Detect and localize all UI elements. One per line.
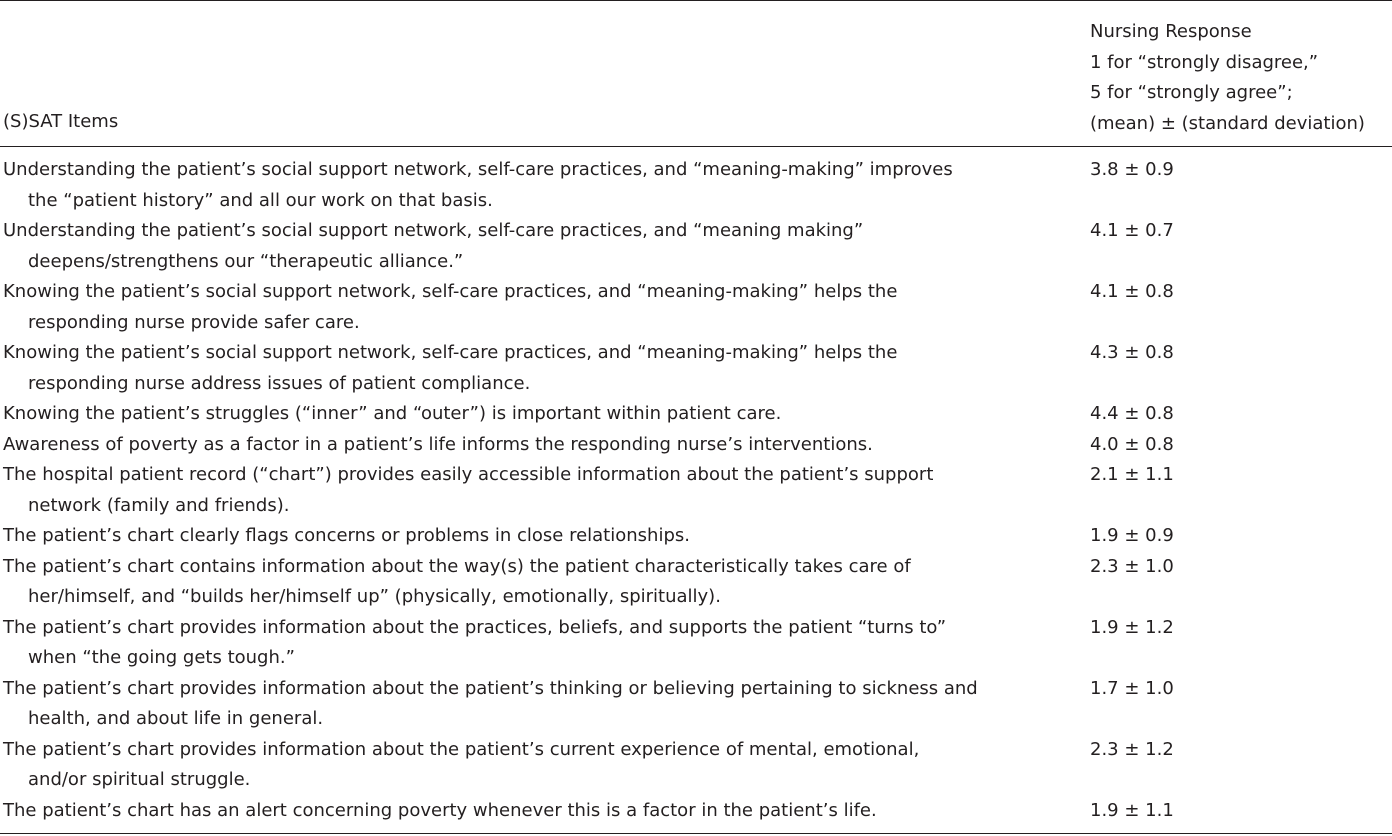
response-header-line: Nursing Response — [1090, 21, 1252, 42]
table-row — [0, 552, 1392, 613]
table-row — [0, 399, 1392, 430]
table-row — [0, 216, 1392, 277]
item-text: Understanding the patient’s social support network, self-care practices, and “meaning making” deepens/strengthens our “therapeutic alliance.” — [3, 220, 864, 272]
response-value: 1.9 ± 1.2 — [1090, 616, 1174, 638]
response-value: 2.3 ± 1.0 — [1090, 555, 1174, 577]
response-value: 4.1 ± 0.8 — [1090, 281, 1174, 302]
response-header-line: 1 for “strongly disagree,” — [1090, 51, 1319, 73]
item-text: Knowing the patient’s social support network, self-care practices, and “meaning-making” helps the responding nurse provide safer care. — [3, 281, 898, 333]
response-header-line: (mean) ± (standard deviation) — [1090, 112, 1365, 134]
response-value: 1.7 ± 1.0 — [1090, 677, 1174, 699]
item-text: Understanding the patient’s social support network, self-care practices, and “meaning-making” improves the “patient history” and all our work on that basis. — [3, 159, 953, 211]
item-text: The patient’s chart contains information about the way(s) the patient characteristically takes care of her/himself, and “builds her/himself up” (physically, emotionally, spiritually). — [3, 555, 911, 607]
item-text: The patient’s chart provides information about the patient’s thinking or believing pertaining to sickness and health, and about life in general. — [3, 677, 978, 729]
item-text: The patient’s chart provides information about the patient’s current experience of mental, emotional, and/or spiritual struggle. — [3, 738, 920, 790]
top-rule — [0, 0, 1392, 1]
table-row — [0, 277, 1392, 338]
table-row — [0, 460, 1392, 521]
item-text: The patient’s chart clearly flags concerns or problems in close relationships. — [3, 525, 690, 546]
item-text: The patient’s chart provides information about the practices, beliefs, and supports the patient “turns to” when “the going gets tough.” — [3, 616, 947, 668]
response-value: 4.4 ± 0.8 — [1090, 403, 1174, 424]
response-value: 2.1 ± 1.1 — [1090, 464, 1174, 485]
table-row — [0, 796, 1392, 827]
bottom-rule — [0, 833, 1392, 834]
table-row — [0, 430, 1392, 461]
item-text: Awareness of poverty as a factor in a patient’s life informs the responding nurse’s interventions. — [3, 433, 873, 455]
header-rule — [0, 146, 1392, 147]
item-text: Knowing the patient’s social support network, self-care practices, and “meaning-making” helps the responding nurse address issues of patient compliance. — [3, 342, 898, 394]
item-text: The patient’s chart has an alert concerning poverty whenever this is a factor in the patient’s life. — [3, 799, 877, 821]
response-value: 4.0 ± 0.8 — [1090, 433, 1174, 455]
response-value: 3.8 ± 0.9 — [1090, 159, 1174, 180]
table-row — [0, 674, 1392, 735]
table-row — [0, 521, 1392, 552]
table-row — [0, 735, 1392, 796]
item-text: Knowing the patient’s struggles (“inner” and “outer”) is important within patient care. — [3, 403, 782, 424]
table-body — [0, 155, 1392, 826]
table-row — [0, 613, 1392, 674]
column-header-items: (S)SAT Items — [3, 111, 119, 132]
column-header-response — [1090, 17, 1365, 139]
response-value: 4.3 ± 0.8 — [1090, 342, 1174, 363]
item-text: The hospital patient record (“chart”) provides easily accessible information about the patient’s support network (family and friends). — [3, 464, 934, 516]
response-value: 2.3 ± 1.2 — [1090, 738, 1174, 760]
table-row — [0, 155, 1392, 216]
response-header-line: 5 for “strongly agree”; — [1090, 82, 1293, 103]
response-value: 4.1 ± 0.7 — [1090, 220, 1174, 241]
response-value: 1.9 ± 0.9 — [1090, 525, 1174, 546]
table-row — [0, 338, 1392, 399]
response-value: 1.9 ± 1.1 — [1090, 799, 1174, 821]
